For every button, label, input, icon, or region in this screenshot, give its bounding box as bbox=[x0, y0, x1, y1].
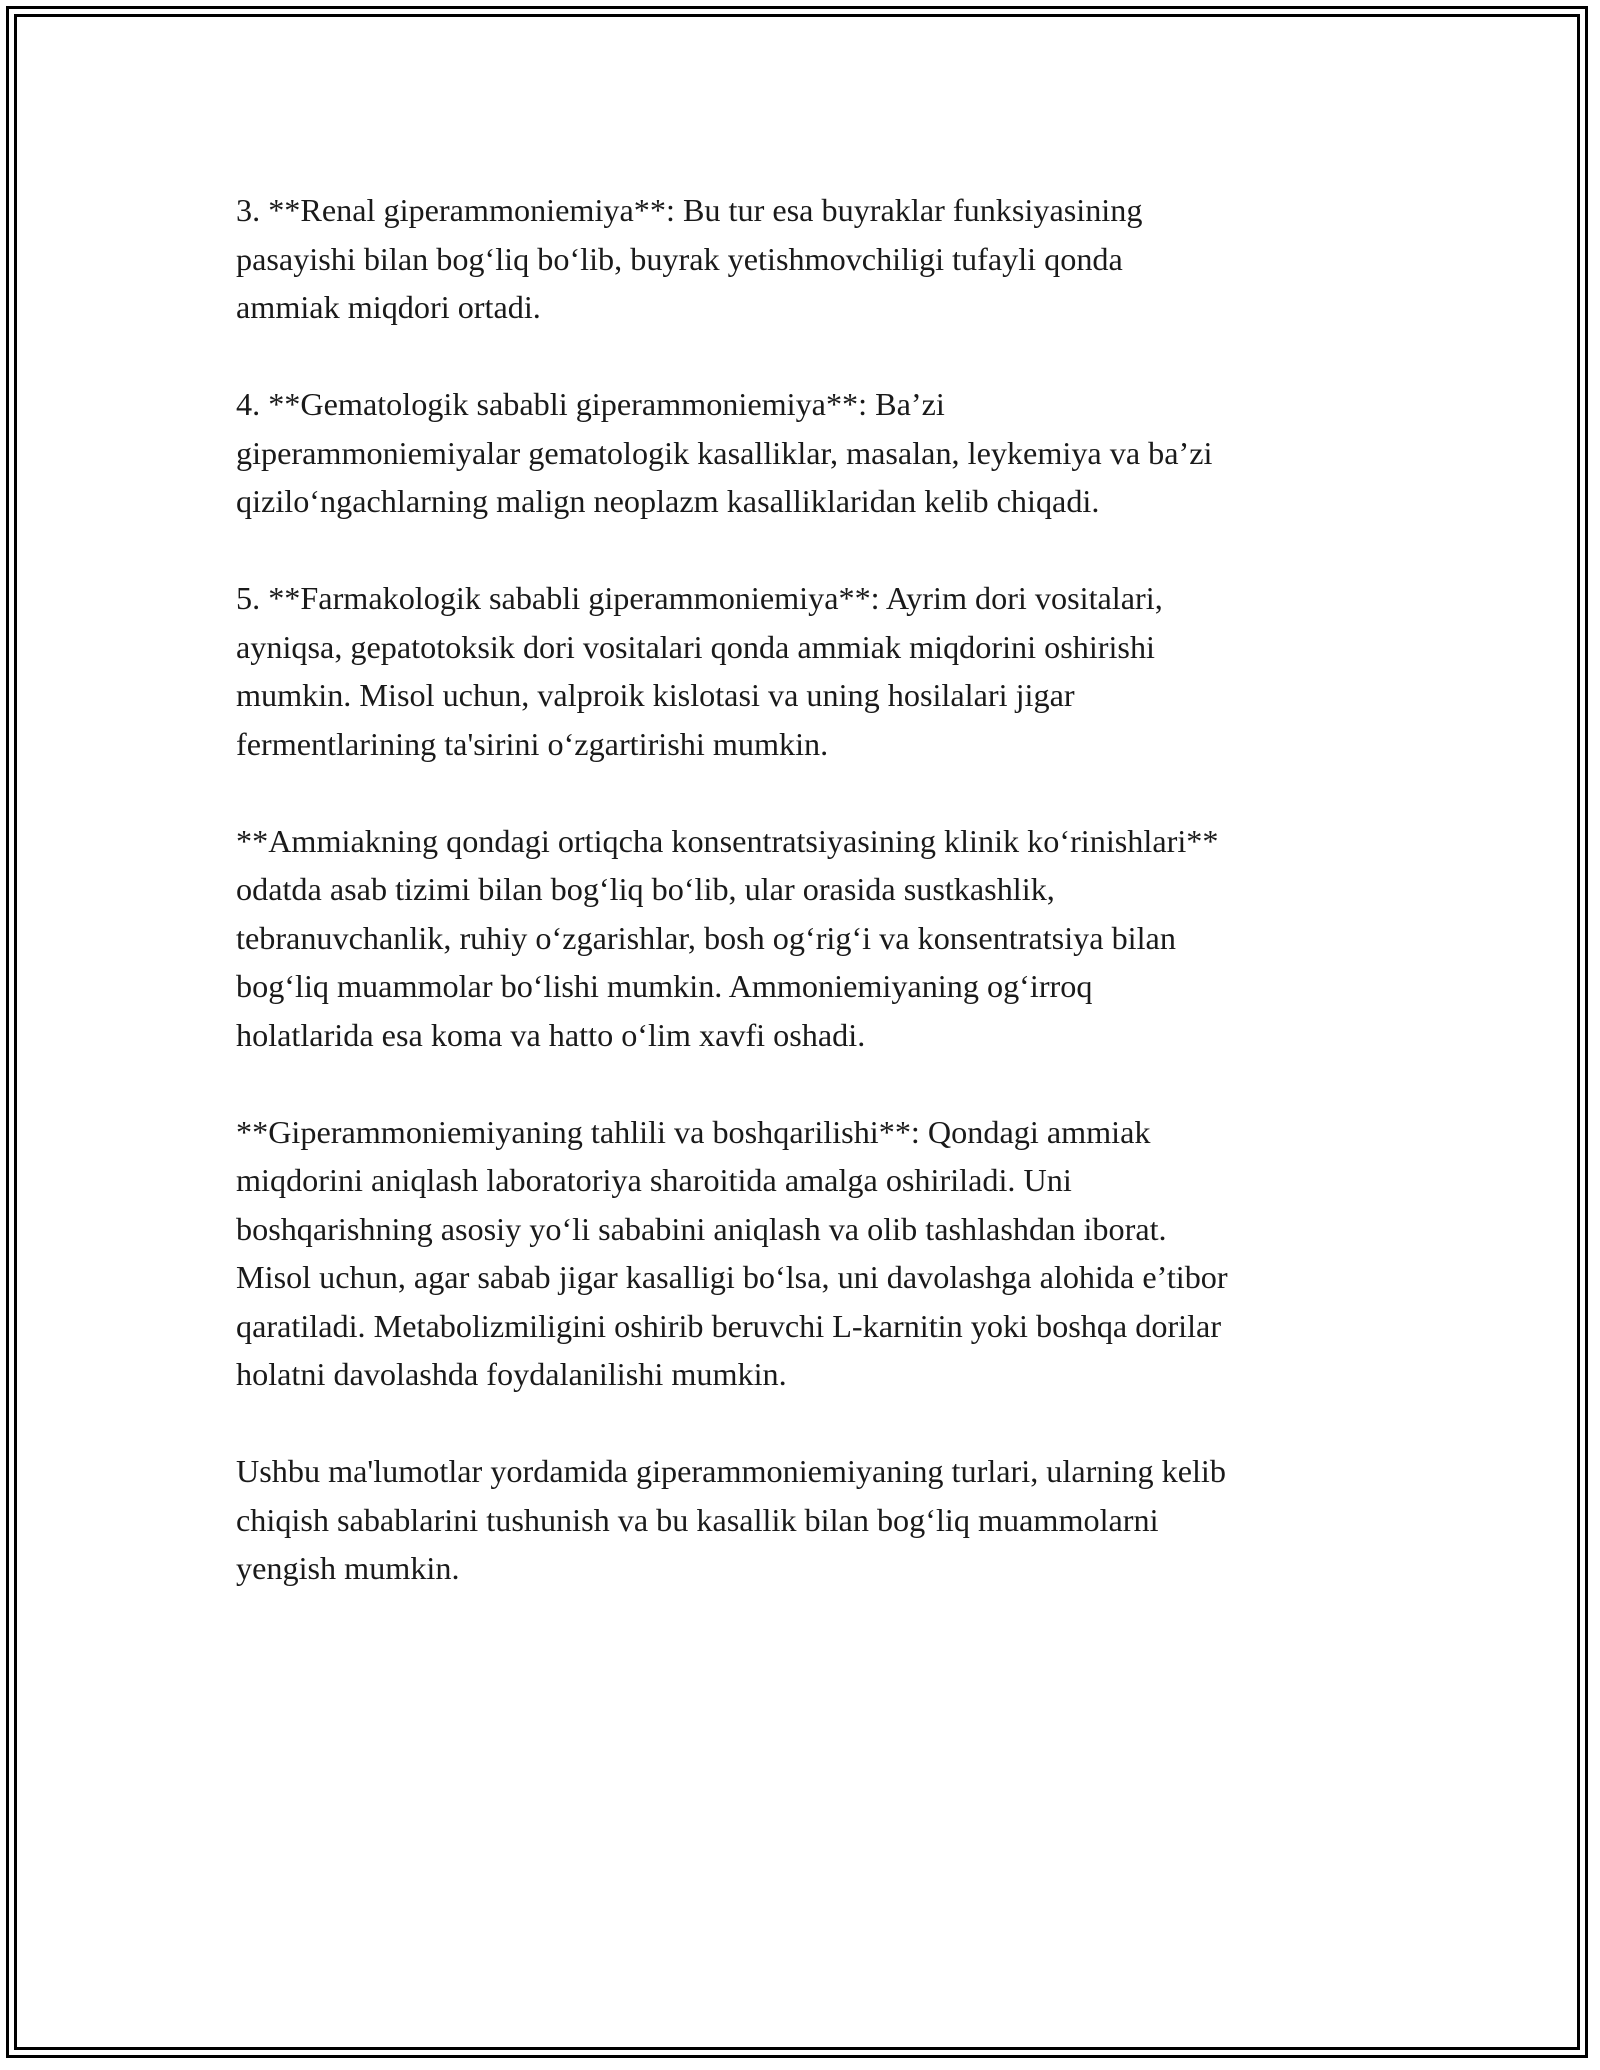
paragraph-farmakologik: 5. **Farmakologik sababli giperammoniemiya**: Ayrim dori vositalari, ayniqsa, gepatotoksik dori vositalari qonda ammiak miqdorini oshirishi mumkin. Misol uchun, valproik kislotasi va uning hosilalari jigar fermentlarining ta'sirini o‘zgartirishi mumkin. bbox=[236, 580, 1163, 762]
document-body bbox=[236, 186, 1376, 1641]
paragraph-xulosa: Ushbu ma'lumotlar yordamida giperammoniemiyaning turlari, ularning kelib chiqish sabablarini tushunish va bu kasallik bilan bog‘liq muammolarni yengish mumkin. bbox=[236, 1453, 1226, 1586]
paragraph-tahlil-boshqarish: **Giperammoniemiyaning tahlili va boshqarilishi**: Qondagi ammiak miqdorini aniqlash laboratoriya sharoitida amalga oshiriladi. Uni boshqarishning asosiy yo‘li sababini aniqlash va olib tashlashdan iborat. Misol uchun, agar sabab jigar kasalligi bo‘lsa, uni davolashga alohida e’tibor qaratiladi. Metabolizmiligini oshirib beruvchi L-karnitin yoki boshqa dorilar holatni davolashda foydalanilishi mumkin. bbox=[236, 1113, 1228, 1392]
paragraph-renal: 3. **Renal giperammoniemiya**: Bu tur esa buyraklar funksiyasining pasayishi bilan bog‘liq bo‘lib, buyrak yetishmovchiligi tufayli qonda ammiak miqdori ortadi. bbox=[236, 192, 1143, 325]
paragraph-gematologik: 4. **Gematologik sababli giperammoniemiya**: Ba’zi giperammoniemiyalar gematologik kasalliklar, masalan, leykemiya va ba’zi qizilo‘ngachlarning malign neoplazm kasalliklaridan kelib chiqadi. bbox=[236, 386, 1213, 519]
paragraph-klinik-korinishlari: **Ammiakning qondagi ortiqcha konsentratsiyasining klinik ko‘rinishlari** odatda asab tizimi bilan bog‘liq bo‘lib, ular orasida sustkashlik, tebranuvchanlik, ruhiy o‘zgarishlar, bosh og‘rig‘i va konsentratsiya bilan bog‘liq muammolar bo‘lishi mumkin. Ammoniemiyaning og‘irroq holatlarida esa koma va hatto o‘lim xavfi oshadi. bbox=[236, 822, 1219, 1053]
